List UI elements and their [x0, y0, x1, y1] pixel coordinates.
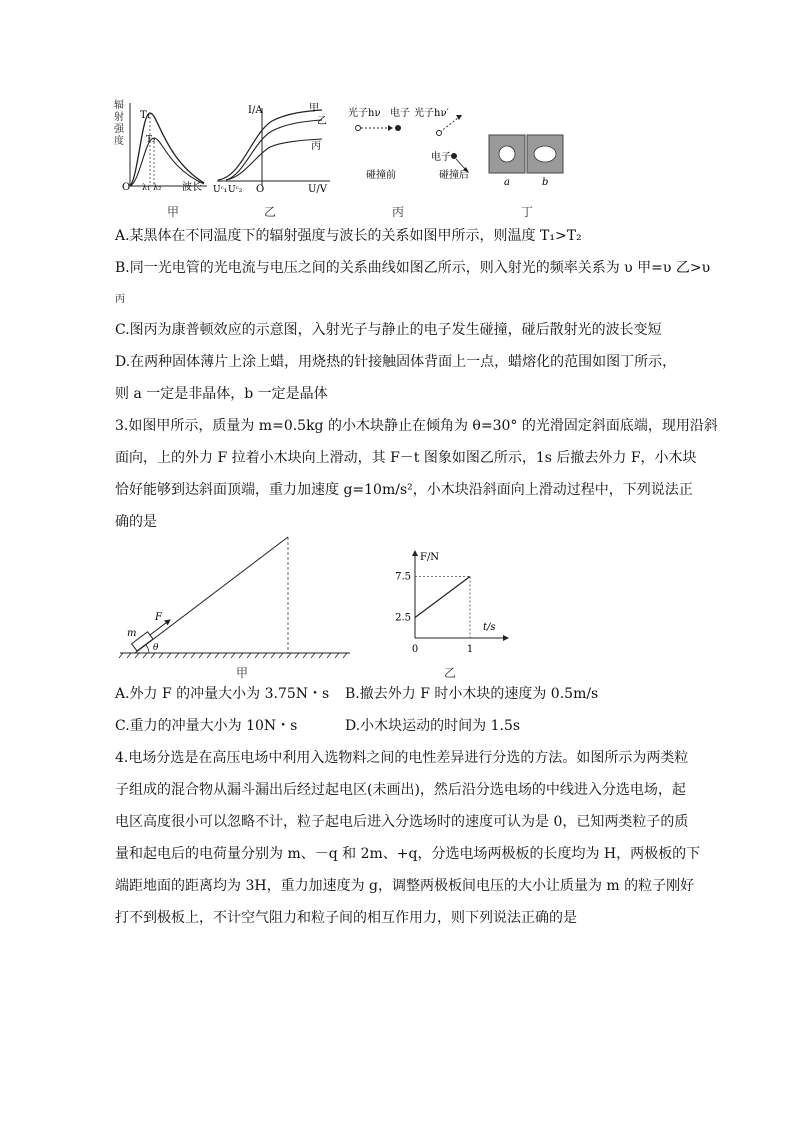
- q3-caption-yi: 乙: [443, 666, 456, 680]
- series-label-yi: 乙: [317, 116, 327, 127]
- lambda2-label: λ₂: [153, 183, 162, 192]
- q4-stem-line1: 4.电场分选是在高压电场中利用入选物料之间的电性差异进行分选的方法。如图所示为两类粒: [115, 750, 689, 766]
- figure-blackbody-radiation: [112, 98, 212, 193]
- y-axis-arrow: [412, 550, 418, 556]
- figure-photocurrent-curves: [212, 103, 332, 193]
- q3-option-a: A.外力 F 的冲量大小为 3.75N・s: [115, 686, 330, 702]
- x-tick-label: 0: [411, 644, 419, 655]
- q2-option-c: C.图丙为康普顿效应的示意图，入射光子与静止的电子发生碰撞，碰后散射光的波长变短: [115, 322, 662, 338]
- q4-stem-line3: 电区高度很小可以忽略不计，粒子起电后进入分选场时的速度可认为是 0，已知两类粒子的质: [115, 814, 689, 830]
- lambda1-label: λ₁: [142, 183, 151, 192]
- series-label-bing: 丙: [311, 141, 321, 152]
- q2-option-a: A.某黑体在不同温度下的辐射强度与波长的关系如图甲所示，则温度 T₁>T₂: [115, 228, 582, 244]
- series-label-jia: 甲: [309, 103, 319, 114]
- q2-option-d-line2: 则 a 一定是非晶体，b 一定是晶体: [115, 386, 328, 402]
- q3-option-c: C.重力的冲量大小为 10N・s: [115, 718, 298, 734]
- x-axis-label: U/V: [308, 184, 328, 193]
- figure-wax-melting-plates: [487, 133, 567, 191]
- caption-yi: 乙: [263, 205, 276, 219]
- q2-option-b-line1: B.同一光电管的光电流与电压之间的关系曲线如图乙所示，则入射光的频率关系为 υ 甲=υ 乙>υ: [115, 260, 711, 276]
- q3-option-b: B.撤去外力 F 时小木块的速度为 0.5m/s: [345, 686, 599, 702]
- q4-stem-line5: 端距地面的距离均为 3H，重力加速度为 g，调整两极板间电压的大小让质量为 m 的粒子刚好: [115, 878, 695, 894]
- origin-label: O: [122, 182, 131, 193]
- plate-a-label: a: [504, 177, 510, 188]
- before-label: 碰撞前: [366, 170, 396, 181]
- q3-stem-line4: 确的是: [115, 514, 157, 530]
- caption-bing: 丙: [391, 205, 404, 219]
- q3-stem-line1: 3.如图甲所示，质量为 m=0.5kg 的小木块静止在倾角为 θ=30° 的光滑固定斜面底端，现用沿斜: [115, 418, 718, 434]
- q3-stem-line3: 恰好能够到达斜面顶端，重力加速度 g=10m/s²，小木块沿斜面向上滑动过程中，下列说法正: [115, 482, 693, 498]
- uc2-label: Uᶜ₂: [228, 185, 243, 193]
- y-tick-label: 2.5: [395, 612, 411, 624]
- q2-option-d-line1: D.在两种固体薄片上涂上蜡，用烧热的针接触固体背面上一点，蜡熔化的范围如图丁所示，: [115, 354, 677, 370]
- electron-after-label: 电子: [431, 152, 451, 163]
- after-label: 碰撞后: [439, 170, 469, 181]
- origin-label: O: [256, 184, 265, 193]
- figure-incline-block: [115, 528, 355, 663]
- y-axis-label-vertical: 辐 射 强 度: [114, 100, 124, 147]
- q4-stem-line6: 打不到极板上，不计空气阻力和粒子间的相互作用力，则下列说法正确的是: [115, 910, 577, 926]
- q2-option-b-line2: 丙: [115, 294, 125, 305]
- photon-after-label: 光子hν′: [414, 108, 449, 119]
- series-line: [415, 577, 470, 618]
- plate-b-label: b: [542, 177, 549, 188]
- curve-label-t2: T₂: [146, 135, 156, 145]
- mass-label: m: [127, 628, 137, 639]
- photon-before-label: 光子hν: [348, 108, 381, 119]
- figure-compton-scattering: [348, 104, 478, 184]
- y-tick-label: 7.5: [395, 571, 411, 583]
- x-axis-label: t/s: [483, 622, 496, 633]
- angle-label: θ: [153, 643, 159, 653]
- force-label: F: [155, 612, 162, 623]
- q4-stem-line4: 量和起电后的电荷量分别为 m、－q 和 2m、+q，分选电场两极板的长度均为 H，两极板的下: [115, 846, 701, 862]
- x-axis-label: 波长: [182, 182, 202, 193]
- y-axis-label: F/N: [420, 552, 440, 563]
- caption-ding: 丁: [520, 205, 533, 219]
- q3-caption-jia: 甲: [235, 666, 248, 680]
- q3-stem-line2: 面向，上的外力 F 拉着小木块向上滑动，其 F－t 图象如图乙所示，1s 后撤去外力 F，小木块: [115, 450, 697, 466]
- q4-stem-line2: 子组成的混合物从漏斗漏出后经过起电区(未画出)，然后沿分选电场的中线进入分选电场，起: [115, 782, 686, 798]
- caption-jia: 甲: [166, 205, 179, 219]
- y-axis-label: I/A: [248, 105, 263, 116]
- x-tick-label: 1: [466, 644, 474, 655]
- uc1-label: Uᶜ₁: [213, 185, 228, 193]
- q3-option-d: D.小木块运动的时间为 1.5s: [345, 718, 521, 734]
- x-axis-arrow: [503, 635, 509, 641]
- curve-label-t1: T₁: [140, 110, 151, 121]
- electron-before-label: 电子: [390, 108, 410, 119]
- chart-force-time: [385, 548, 515, 656]
